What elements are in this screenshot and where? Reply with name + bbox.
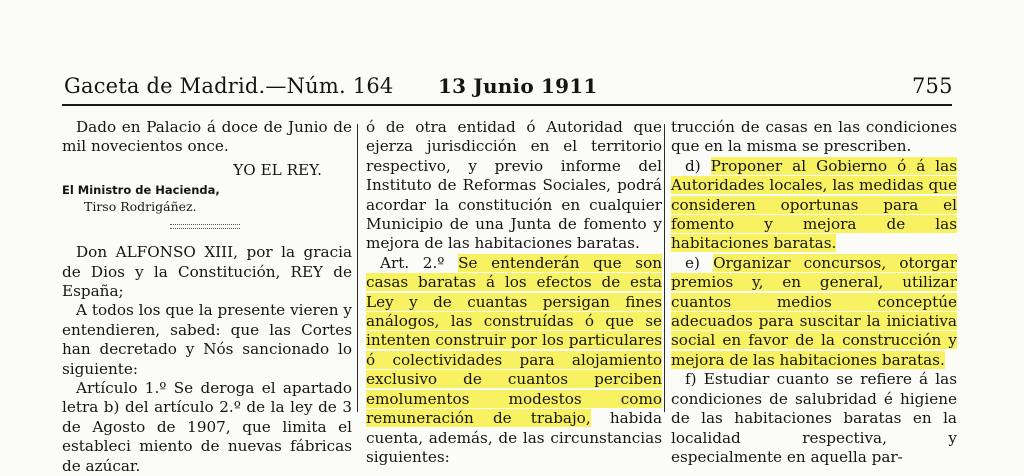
gazette-title: Gaceta de Madrid.—Núm. 164 — [64, 74, 394, 98]
continuation-paragraph: ó de otra entidad ó Autoridad que ejerza jurisdicción en el territorio respectivo, y previo informe del Instituto de Reformas Sociales, podrá acordar la constitución en cualquier Municipio de una Junta de fomento y mejora de las habitaciones baratas. — [366, 118, 662, 253]
highlighted-text: Organizar concursos, otorgar premios y, en general, utilizar cuantos medios conceptúe adecuados para suscitar la iniciativa social en favor de la construcción y mejora de las habitaciones baratas. — [671, 253, 958, 369]
king-signature: YO EL REY. — [233, 160, 322, 179]
item-f-label: f) — [685, 370, 697, 389]
minister-title: El Ministro de Hacienda, — [62, 183, 220, 198]
art-2-paragraph — [366, 254, 662, 467]
item-d-label: d) — [685, 156, 701, 175]
continuation-paragraph: trucción de casas en las condiciones que en la misma se prescriben. — [671, 118, 957, 156]
item-f-paragraph — [671, 370, 957, 467]
art-2-label: Art. 2.º — [380, 253, 445, 272]
minister-name: Tirso Rodrigáñez. — [84, 199, 197, 215]
dado-paragraph: Dado en Palacio á doce de Junio de mil novecientos once. — [62, 118, 352, 156]
header-rule — [62, 104, 952, 106]
art-2-rest: habida cuenta, además, de las circunstancias siguientes: — [366, 409, 663, 466]
column-middle — [366, 118, 662, 467]
column-right — [671, 118, 957, 467]
item-d-paragraph — [671, 157, 957, 254]
todos-paragraph: A todos los que la presente vieren y entendieren, sabed: que las Cortes han decretado y Nós sancionado lo siguiente: — [62, 301, 352, 378]
articulo-1-paragraph: Artículo 1.º Se deroga el apartado letra b) del artículo 2.º de la ley de 3 de Agosto de 1907, que limita el estableci miento de nuevas fábricas de azúcar. — [62, 379, 352, 475]
page-number: 755 — [912, 74, 953, 98]
item-f-text: Estudiar cuanto se refiere á las condiciones de salubridad é higiene de las habitaciones baratas en la localidad respectiva, y especialmente en aquella par- — [671, 370, 958, 466]
highlighted-text: Proponer al Gobierno ó á las Autoridades locales, las medidas que consideren oportunas para el fomento y mejora de las habitaciones baratas. — [671, 156, 957, 253]
column-left — [62, 118, 352, 476]
item-e-paragraph — [671, 254, 957, 370]
item-e-label: e) — [685, 253, 700, 272]
column-divider — [357, 124, 358, 412]
highlighted-text: Se entenderán que son casas baratas á los efectos de esta Ley y de cuantas persigan fines análogos, las construídas ó que se intenten construir por los particulares ó colectividades para alojamiento exclusivo de cuantos perciben emolumentos modestos como remuneración de trabajo, — [366, 253, 662, 428]
don-alfonso-paragraph: Don ALFONSO XIII, por la gracia de Dios y la Constitución, REY de España; — [62, 243, 352, 301]
column-divider — [664, 124, 665, 412]
issue-date: 13 Junio 1911 — [438, 74, 598, 98]
section-separator — [170, 224, 240, 229]
